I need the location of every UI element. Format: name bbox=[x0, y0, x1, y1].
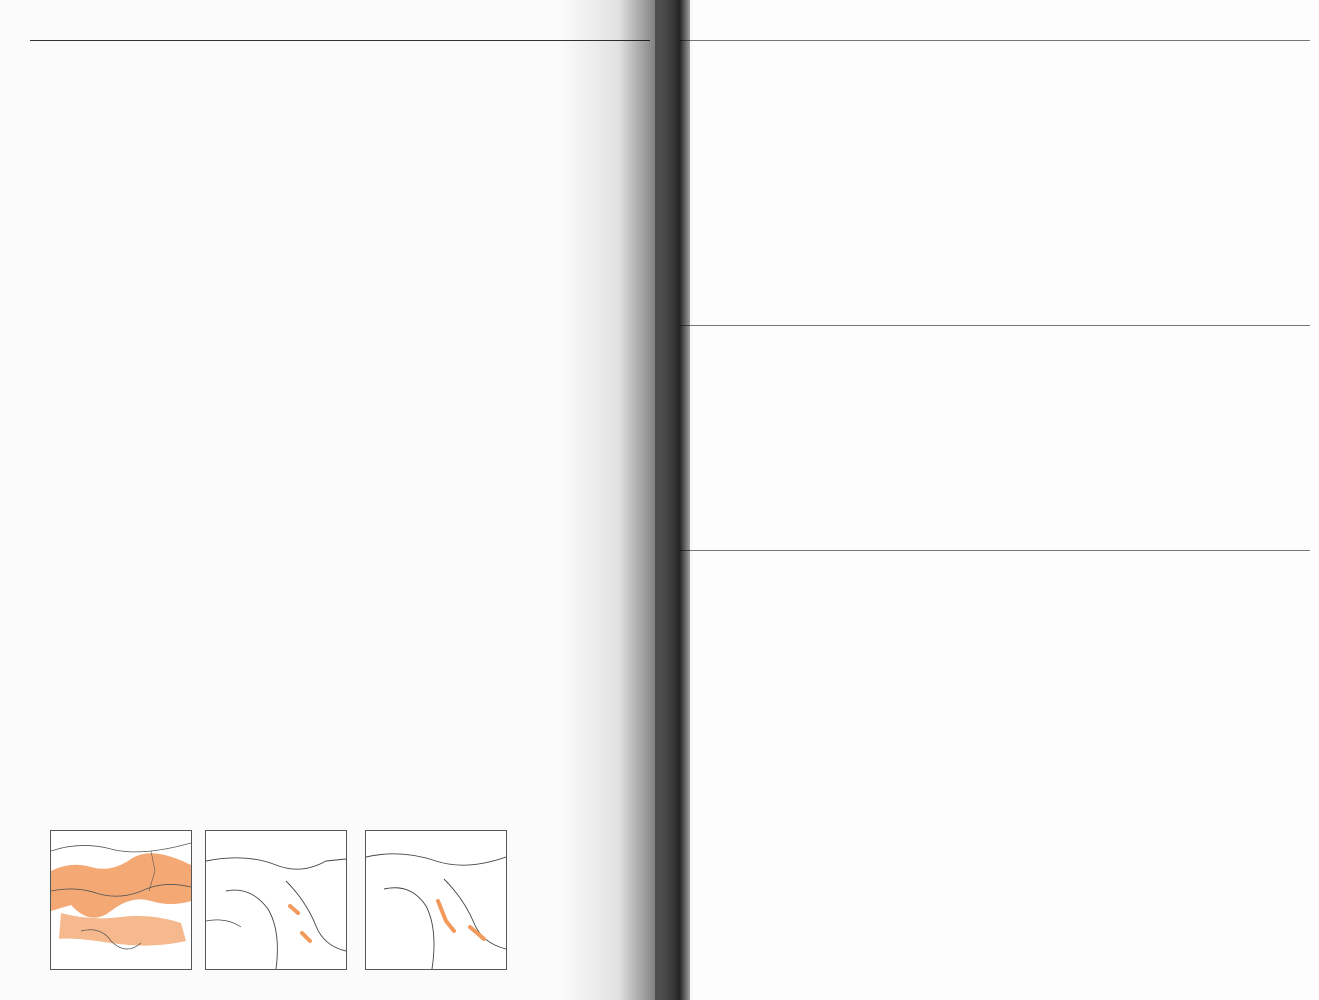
range-map-saunders-tern bbox=[205, 830, 347, 970]
range-map-little-tern-svg bbox=[51, 831, 191, 969]
range-map-white-cheeked-tern bbox=[365, 830, 507, 970]
range-map-saunders-tern-svg bbox=[206, 831, 346, 969]
right-page bbox=[660, 0, 1319, 1000]
range-map-white-cheeked-tern-svg bbox=[366, 831, 506, 969]
plate-rule-2 bbox=[680, 325, 1310, 326]
header-rule-left bbox=[30, 40, 650, 41]
range-map-little-tern bbox=[50, 830, 192, 970]
plate-rule-1 bbox=[680, 40, 1310, 41]
plate-rule-3 bbox=[680, 550, 1310, 551]
